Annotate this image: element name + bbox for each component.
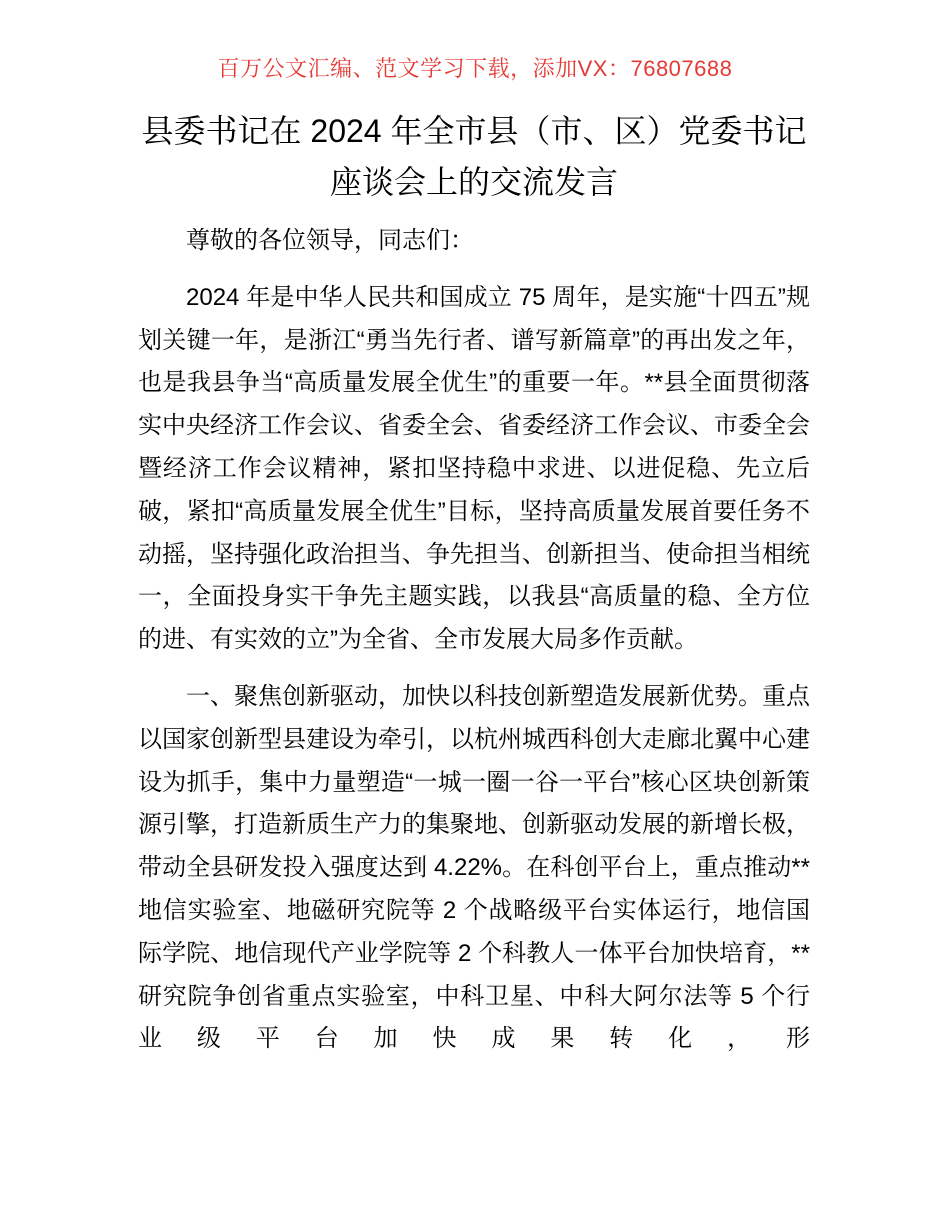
document-title: 县委书记在 2024 年全市县（市、区）党委书记座谈会上的交流发言 (141, 113, 807, 200)
promo-banner: 百万公文汇编、范文学习下载，添加VX：76807688 (217, 56, 733, 81)
intro-paragraph: 2024 年是中华人民共和国成立 75 周年，是实施“十四五”规划关键一年，是浙江“勇当先行者、谱写新篇章”的再出发之年，也是我县争当“高质量发展全优生”的重要一年。**县全面贯彻落实中央经济工作会议、省委全会、省委经济工作会议、市委全会暨经济工作会议精神，紧扣坚持稳中求进、以进促稳、先立后破，紧扣“高质量发展全优生”目标，坚持高质量发展首要任务不动摇，坚持强化政治担当、争先担当、创新担当、使命担当相统一，全面投身实干争先主题实践，以我县“高质量的稳、全方位的进、有实效的立”为全省、全市发展大局多作贡献。 (138, 283, 810, 654)
document-body (138, 220, 810, 1075)
salutation-paragraph: 尊敬的各位领导，同志们： (186, 227, 474, 254)
section-one-paragraph: 一、聚焦创新驱动，加快以科技创新塑造发展新优势。重点以国家创新型县建设为牵引，以杭州城西科创大走廊北翼中心建设为抓手，集中力量塑造“一城一圈一谷一平台”核心区块创新策源引擎，打造新质生产力的集聚地、创新驱动发展的新增长极，带动全县研发投入强度达到 4.22%。在科创平台上，重点推动**地信实验室、地磁研究院等 2 个战略级平台实体运行，地信国际学院、地信现代产业学院等 2 个科教人一体平台加快培育，**研究院争创省重点实验室，中科卫星、中科大阿尔法等 5 个行业级平台加快成果转化，形 (138, 682, 810, 1053)
